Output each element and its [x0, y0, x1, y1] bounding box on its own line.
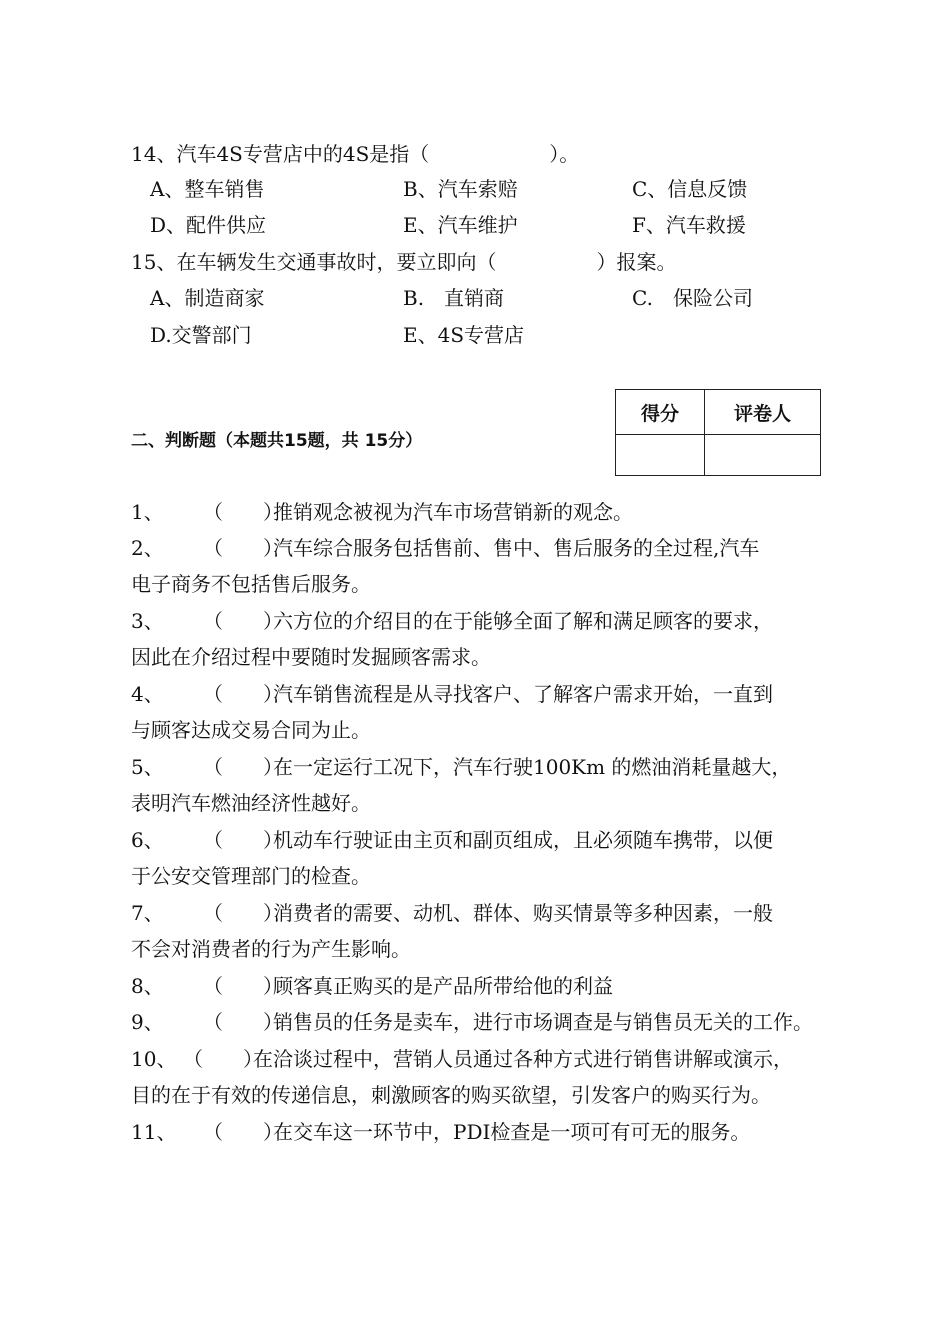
q15-option-c: C. 保险公司 — [632, 286, 753, 310]
q14-option-d: D、配件供应 — [150, 213, 267, 237]
tf-question-8 — [131, 968, 831, 1004]
tf-text: 六方位的介绍目的在于能够全面了解和满足顾客的要求， — [273, 609, 773, 633]
tf-number: 11、 — [131, 1120, 177, 1144]
answer-blank[interactable]: （ ） — [203, 755, 283, 779]
section-title: 二、判断题（本题共15题，共 15分） — [131, 431, 423, 451]
q15-option-b: B. 直销商 — [403, 286, 505, 310]
tf-text: 机动车行驶证由主页和副页组成，且必须随车携带，以便 — [273, 828, 773, 852]
tf-text: 推销观念被视为汽车市场营销新的观念。 — [273, 500, 633, 524]
score-cell[interactable] — [616, 435, 705, 476]
answer-blank[interactable]: （ ） — [183, 1047, 263, 1071]
tf-text: 在交车这一环节中，PDI检查是一项可有可无的服务。 — [273, 1120, 751, 1144]
tf-number: 1、 — [131, 500, 164, 524]
tf-number: 2、 — [131, 536, 164, 560]
question-15: 15、在车辆发生交通事故时，要立即向（ ）报案。 — [131, 250, 677, 274]
answer-blank[interactable]: （ ） — [203, 1010, 283, 1034]
tf-number: 7、 — [131, 901, 164, 925]
score-header: 得分 — [616, 390, 705, 435]
tf-text: 销售员的任务是卖车，进行市场调查是与销售员无关的工作。 — [273, 1010, 813, 1034]
tf-text-continued: 表明汽车燃油经济性越好。 — [131, 791, 371, 815]
tf-text-continued: 电子商务不包括售后服务。 — [131, 572, 371, 596]
q14-option-f: F、汽车救援 — [632, 213, 746, 237]
q14-option-b: B、汽车索赔 — [403, 177, 518, 201]
q15-option-a: A、制造商家 — [150, 286, 265, 310]
tf-question-7 — [131, 895, 831, 967]
tf-question-2 — [131, 530, 831, 602]
tf-text: 汽车综合服务包括售前、售中、售后服务的全过程,汽车 — [273, 536, 760, 560]
answer-blank[interactable]: （ ） — [203, 536, 283, 560]
tf-number: 3、 — [131, 609, 164, 633]
q14-option-e: E、汽车维护 — [403, 213, 518, 237]
answer-blank[interactable]: （ ） — [203, 682, 283, 706]
tf-question-1 — [131, 494, 831, 530]
grader-cell[interactable] — [705, 435, 821, 476]
tf-number: 9、 — [131, 1010, 164, 1034]
answer-blank[interactable]: （ ） — [203, 901, 283, 925]
q15-option-e: E、4S专营店 — [403, 323, 525, 347]
score-table — [615, 389, 821, 476]
tf-number: 6、 — [131, 828, 164, 852]
tf-number: 10、 — [131, 1047, 177, 1071]
answer-blank[interactable]: （ ） — [203, 974, 283, 998]
tf-question-6 — [131, 822, 831, 894]
question-14: 14、汽车4S专营店中的4S是指（ ）。 — [131, 142, 580, 166]
tf-text-continued: 与顾客达成交易合同为止。 — [131, 718, 371, 742]
answer-blank[interactable]: （ ） — [203, 500, 283, 524]
tf-number: 5、 — [131, 755, 164, 779]
tf-text-continued: 于公安交管理部门的检查。 — [131, 864, 371, 888]
q14-option-a: A、整车销售 — [150, 177, 265, 201]
tf-text: 在一定运行工况下，汽车行驶100Km 的燃油消耗量越大， — [273, 755, 792, 779]
tf-text: 在洽谈过程中，营销人员通过各种方式进行销售讲解或演示， — [253, 1047, 793, 1071]
q14-option-c: C、信息反馈 — [632, 177, 748, 201]
tf-number: 4、 — [131, 682, 164, 706]
tf-number: 8、 — [131, 974, 164, 998]
tf-question-10 — [131, 1041, 831, 1113]
tf-text-continued: 目的在于有效的传递信息，刺激顾客的购买欲望，引发客户的购买行为。 — [131, 1083, 771, 1107]
answer-blank[interactable]: （ ） — [203, 828, 283, 852]
tf-text: 汽车销售流程是从寻找客户、了解客户需求开始，一直到 — [273, 682, 773, 706]
tf-question-3 — [131, 603, 831, 675]
tf-text: 消费者的需要、动机、群体、购买情景等多种因素，一般 — [273, 901, 773, 925]
answer-blank[interactable]: （ ） — [203, 609, 283, 633]
tf-text: 顾客真正购买的是产品所带给他的利益 — [273, 974, 613, 998]
tf-text-continued: 不会对消费者的行为产生影响。 — [131, 937, 411, 961]
tf-text-continued: 因此在介绍过程中要随时发掘顾客需求。 — [131, 645, 491, 669]
tf-question-9 — [131, 1004, 831, 1040]
q15-option-d: D.交警部门 — [150, 323, 252, 347]
grader-header: 评卷人 — [705, 390, 821, 435]
answer-blank[interactable]: （ ） — [203, 1120, 283, 1144]
tf-question-11 — [131, 1114, 831, 1150]
tf-question-5 — [131, 749, 831, 821]
tf-question-4 — [131, 676, 831, 748]
